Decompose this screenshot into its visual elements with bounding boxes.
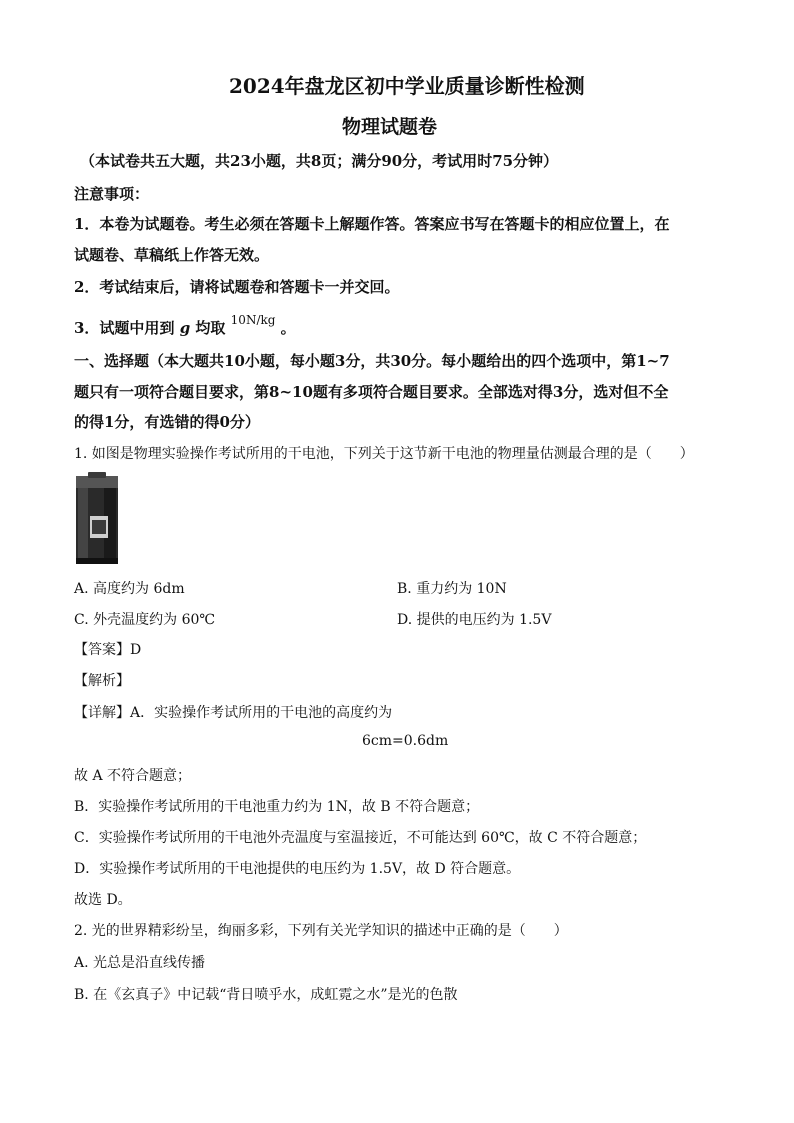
- notice-item-1: 1．本卷为试题卷。考生必须在答题卡上解题作答。答案应书写在答题卡的相应位置上，在: [74, 215, 670, 233]
- question-1-detail-b: B．实验操作考试所用的干电池重力约为 1N，故 B 不符合题意；: [74, 799, 480, 815]
- question-2-stem: 2. 光的世界精彩纷呈，绚丽多彩，下列有关光学知识的描述中正确的是（ ）: [74, 923, 568, 939]
- question-1-final: 故选 D。: [74, 892, 132, 908]
- question-1-option-a: A. 高度约为 6dm: [74, 581, 185, 597]
- gravity-value: 10N/kg: [230, 313, 276, 327]
- question-1-stem: 1. 如图是物理实验操作考试所用的干电池，下列关于这节新干电池的物理量估测最合理的是（ ）: [74, 446, 694, 462]
- gravity-symbol: g: [179, 319, 191, 337]
- question-1-option-b: B. 重力约为 10N: [397, 581, 507, 597]
- section-1-heading-line-2: 题只有一项符合题目要求，第8~10题有多项符合题目要求。全部选对得3分，选对但不全: [74, 383, 669, 401]
- question-1-detail-a: 【详解】A．实验操作考试所用的干电池的高度约为: [74, 705, 393, 721]
- question-1-detail-d: D．实验操作考试所用的干电池提供的电压约为 1.5V，故 D 符合题意。: [74, 861, 521, 877]
- exam-info: （本试卷共五大题，共23小题，共8页；满分90分，考试用时75分钟）: [80, 152, 559, 170]
- section-1-heading: 一、选择题（本大题共10小题，每小题3分，共30分。每小题给出的四个选项中，第1~7: [74, 352, 670, 370]
- question-1-detail-c: C．实验操作考试所用的干电池外壳温度与室温接近，不可能达到 60℃，故 C 不符合题意；: [74, 830, 647, 846]
- notice-heading: 注意事项：: [74, 185, 150, 203]
- question-1-conclusion-a: 故 A 不符合题意；: [74, 768, 192, 784]
- question-2-option-a: A. 光总是沿直线传播: [74, 955, 206, 971]
- notice-item-1-cont: 试题卷、草稿纸上作答无效。: [74, 246, 270, 264]
- page-subtitle: 物理试题卷: [342, 116, 438, 138]
- notice-item-3-prefix: 3．试题中用到: [74, 319, 175, 337]
- battery-image: [74, 472, 120, 566]
- question-1-analysis-label: 【解析】: [74, 673, 130, 689]
- notice-item-3-suffix: 。: [280, 319, 296, 337]
- question-1-option-d: D. 提供的电压约为 1.5V: [397, 612, 552, 628]
- section-1-heading-line-3: 的得1分，有选错的得0分）: [74, 413, 260, 431]
- page-title: 2024年盘龙区初中学业质量诊断性检测: [229, 74, 585, 98]
- question-2-option-b: B. 在《玄真子》中记载“背日喷乎水，成虹霓之水”是光的色散: [74, 987, 458, 1003]
- question-1-formula: 6cm=0.6dm: [362, 733, 449, 749]
- question-1-option-c: C. 外壳温度约为 60℃: [74, 612, 216, 628]
- notice-item-2: 2．考试结束后，请将试题卷和答题卡一并交回。: [74, 278, 400, 296]
- notice-item-3-mid: 均取: [195, 319, 226, 337]
- question-1-answer: 【答案】D: [74, 642, 142, 658]
- notice-item-3: [74, 313, 296, 338]
